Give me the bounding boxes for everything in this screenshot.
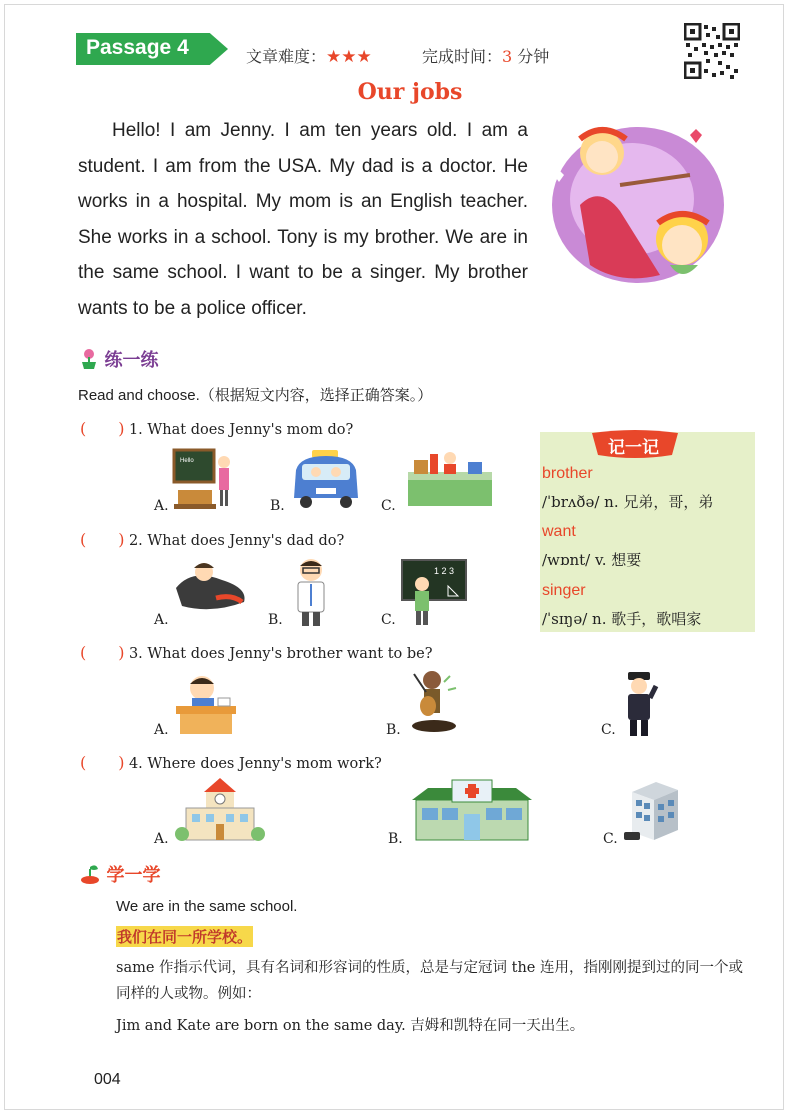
question-text: 3. What does Jenny's brother want to be?: [128, 646, 433, 662]
question-3: [80, 640, 433, 663]
learn-sentence-cn: 我们在同一所学校。: [116, 926, 253, 947]
time-unit: 分钟: [517, 47, 550, 66]
passage-tag: [76, 33, 228, 65]
svg-text:Hello: Hello: [180, 458, 194, 464]
option-label[interactable]: A.: [154, 498, 169, 514]
passage-paragraph: Hello! I am Jenny. I am ten years old. I am a student. I am from the USA. My dad is a doctor. He works in a hospital. My mom is an English teacher. She works in a school. Tony is my brother. We are in the same school. I want to be a singer. My brother wants to be a police officer.: [78, 120, 528, 319]
vocab-tab-label: 记一记: [608, 438, 659, 458]
vocab-definition: /ˈsɪŋə/ n. 歌手，歌唱家: [542, 610, 702, 628]
vocab-definition: /ˈbrʌðə/ n. 兄弟，哥，弟: [542, 493, 714, 511]
singer-image[interactable]: [404, 664, 462, 734]
page-number: 004: [94, 1071, 121, 1088]
difficulty-stars: ★★★: [326, 47, 372, 67]
difficulty-label: 文章难度：: [246, 47, 327, 66]
hospital-building-image[interactable]: [408, 774, 536, 844]
answer-blank[interactable]: ( ): [80, 643, 125, 662]
plant-icon: [78, 863, 102, 890]
teacher-at-blackboard-image[interactable]: [170, 446, 238, 512]
option-label[interactable]: A.: [154, 722, 169, 738]
option-label[interactable]: A.: [154, 612, 169, 628]
learn-heading: [78, 861, 160, 890]
option-label[interactable]: C.: [603, 831, 618, 847]
option-label[interactable]: C.: [381, 612, 396, 628]
option-label[interactable]: B.: [388, 831, 403, 847]
practice-instruction: Read and choose.（根据短文内容，选择正确答案。）: [78, 387, 433, 404]
learn-example: Jim and Kate are born on the same day. 吉姆和凯特在同一天出生。: [116, 1018, 585, 1034]
time: [422, 44, 549, 67]
flower-pot-icon: [78, 348, 100, 375]
qr-code-icon[interactable]: [684, 23, 740, 79]
passage-title: Our jobs: [357, 79, 463, 105]
option-label[interactable]: C.: [381, 498, 396, 514]
difficulty: [246, 44, 372, 67]
answer-blank[interactable]: ( ): [80, 419, 125, 438]
vocab-definition: /wɒnt/ v. 想要: [542, 551, 642, 569]
girls-illustration: [540, 115, 730, 295]
doctor-image[interactable]: [288, 556, 334, 628]
option-label[interactable]: B.: [268, 612, 283, 628]
question-4: [80, 750, 382, 773]
question-2: [80, 527, 344, 550]
practice-heading: [78, 346, 158, 375]
passage-text: [78, 113, 528, 326]
learn-heading-text: 学一学: [106, 865, 161, 886]
office-building-image[interactable]: [622, 776, 684, 846]
svg-text:1 2 3: 1 2 3: [434, 566, 455, 576]
vocab-word: want: [542, 523, 576, 540]
math-teacher-image[interactable]: [400, 558, 470, 626]
option-label[interactable]: C.: [601, 722, 616, 738]
school-building-image[interactable]: [174, 774, 266, 846]
student-at-desk-image[interactable]: [174, 668, 240, 738]
vocab-word: singer: [542, 582, 586, 599]
option-label[interactable]: A.: [154, 831, 169, 847]
learn-sentence-en: We are in the same school.: [116, 898, 298, 915]
vocab-tab: [592, 429, 678, 459]
vocab-word: brother: [542, 465, 593, 482]
question-text: 2. What does Jenny's dad do?: [128, 533, 345, 549]
question-text: 1. What does Jenny's mom do?: [128, 422, 354, 438]
option-label[interactable]: B.: [386, 722, 401, 738]
option-label[interactable]: B.: [270, 498, 285, 514]
practice-heading-text: 练一练: [104, 350, 159, 371]
time-label: 完成时间：: [422, 47, 503, 66]
passage-label: Passage 4: [86, 36, 189, 59]
police-officer-image[interactable]: [618, 668, 660, 738]
pilot-image[interactable]: [172, 558, 248, 622]
shop-counter-image[interactable]: [404, 448, 496, 508]
time-value: 3: [502, 47, 513, 66]
taxi-driver-image[interactable]: [290, 448, 362, 512]
question-1: [80, 416, 353, 439]
answer-blank[interactable]: ( ): [80, 530, 125, 549]
learn-explanation: same 作指示代词，具有名词和形容词的性质，总是与定冠词 the 连用，指刚刚提到过的同一个或同样的人或物。例如：: [116, 960, 743, 1002]
question-text: 4. Where does Jenny's mom work?: [128, 756, 382, 772]
answer-blank[interactable]: ( ): [80, 753, 125, 772]
